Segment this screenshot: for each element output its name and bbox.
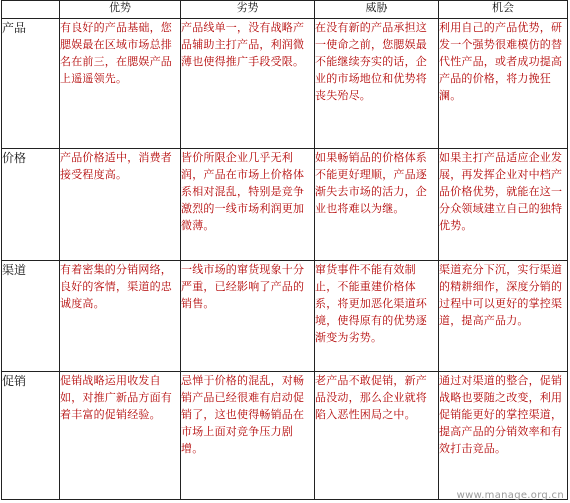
row-label-promotion: 促销: [2, 372, 60, 500]
watermark: www.manage.org.cn: [456, 490, 564, 501]
table-row-product: [2, 19, 568, 149]
table-row-channel: [2, 261, 568, 372]
table-cell: 产品价格适中，消费者接受程度高。: [60, 149, 181, 261]
row-label-product: 产品: [2, 19, 60, 149]
swot-table: [1, 0, 568, 500]
table-cell: 窜货事件不能有效制止，不能重建价格体系，将更加恶化渠道环境，使得原有的优势逐渐变为劣势。: [315, 261, 439, 372]
header-row: [2, 1, 568, 19]
table-cell: 有良好的产品基础，您腮娱最在区域市场总排名在前三，在腮娱产品上遥遥领先。: [60, 19, 181, 149]
column-header-opportunities: 机会: [439, 1, 568, 19]
column-header-weaknesses: 劣势: [181, 1, 315, 19]
table-cell: 忌惮于价格的混乱，对畅销产品已经很难有启动促销了，这也使得畅销品在市场上面对竞争压力剧增。: [181, 372, 315, 500]
table-cell: 通过对渠道的整合，促销战略也要随之改变，利用促销能更好的掌控渠道，提高产品的分销效率和有效打击竞品。: [439, 372, 568, 500]
corner-cell: [2, 1, 60, 19]
row-label-price: 价格: [2, 149, 60, 261]
table-cell: 老产品不敢促销，新产品没动，那么企业就将陷入恶性困局之中。: [315, 372, 439, 500]
column-header-threats: 威胁: [315, 1, 439, 19]
table-cell: 有着密集的分销网络，良好的客情，渠道的忠诚度高。: [60, 261, 181, 372]
table-cell: 如果畅销品的价格体系不能更好理顺，产品逐渐失去市场的活力，企业也将难以为继。: [315, 149, 439, 261]
column-header-strengths: 优势: [60, 1, 181, 19]
table-cell: 如果主打产品适应企业发展，再发挥企业对中档产品价格优势，就能在这一分众领域建立自己的独特优势。: [439, 149, 568, 261]
table-cell: 促销战略运用收发自如，对推广新品方面有着丰富的促销经验。: [60, 372, 181, 500]
table-row-promotion: [2, 372, 568, 500]
table-cell: 利用自己的产品优势，研发一个强势很难模仿的替代性产品，或者成功提高产品的价格，将力挽狂澜。: [439, 19, 568, 149]
table-cell: 皆价所限企业几乎无利润，产品在市场上价格体系相对混乱，特别是竞争激烈的一线市场利润更加微薄。: [181, 149, 315, 261]
table-cell: 渠道充分下沉，实行渠道的精耕细作，深度分销的过程中可以更好的掌控渠道，提高产品力。: [439, 261, 568, 372]
row-label-channel: 渠道: [2, 261, 60, 372]
table-cell: 一线市场的窜货现象十分严重，已经影响了产品的销售。: [181, 261, 315, 372]
table-row-price: [2, 149, 568, 261]
table-cell: 产品线单一，没有战略产品辅助主打产品，利润微薄也使得推广手段受限。: [181, 19, 315, 149]
table-cell: 在没有新的产品承担这一使命之前，您腮娱最不能继续夯实的话，企业的市场地位和优势将丧失殆尽。: [315, 19, 439, 149]
